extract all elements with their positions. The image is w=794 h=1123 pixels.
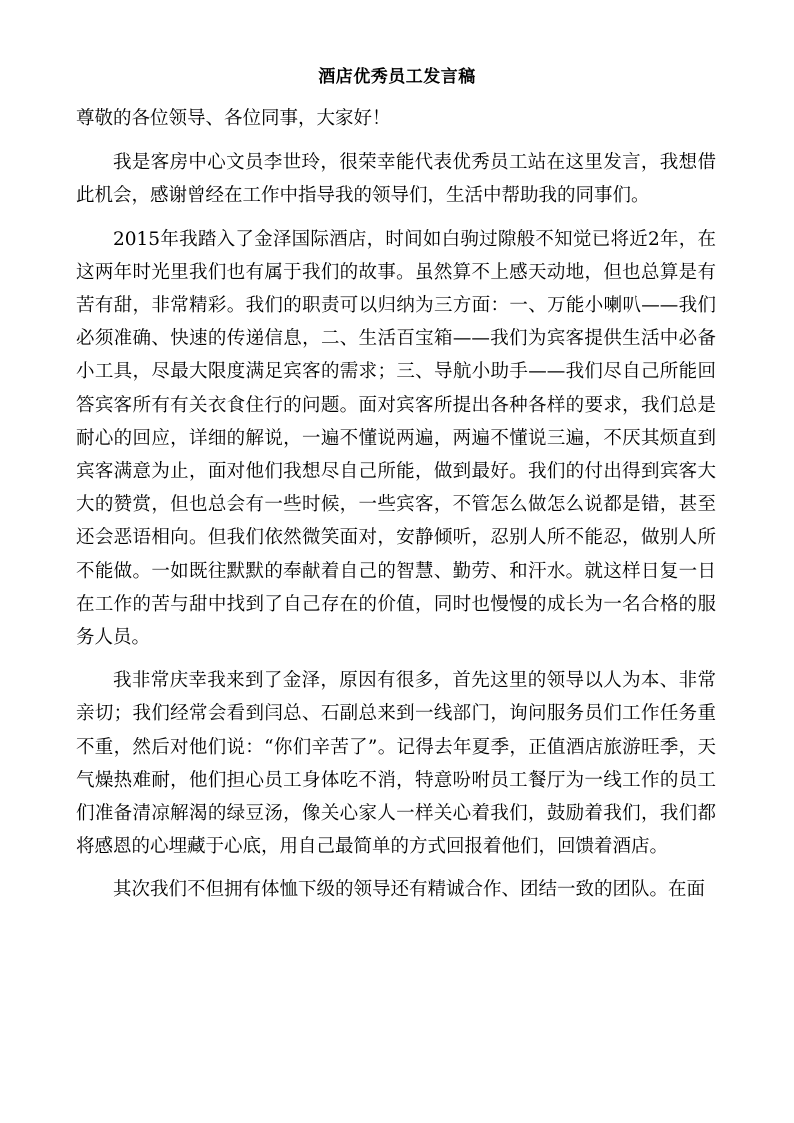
paragraph-intro: 我是客房中心文员李世玲，很荣幸能代表优秀员工站在这里发言，我想借此机会，感谢曾经在工作中指导我的领导们，生活中帮助我的同事们。 [76,152,716,207]
paragraph-responsibilities: 2015年我踏入了金泽国际酒店，时间如白驹过隙般不知觉已将近2年，在这两年时光里我们也有属于我们的故事。虽然算不上感天动地，但也总算是有苦有甜，非常精彩。我们的职责可以归纳为三方面：一、万能小喇叭——我们必须准确、快速的传递信息，二、生活百宝箱——我们为宾客提供生活中必备小工具，尽最大限度满足宾客的需求；三、导航小助手——我们尽自己所能回答宾客所有有关衣食住行的问题。面对宾客所提出各种各样的要求，我们总是耐心的回应，详细的解说，一遍不懂说两遍，两遍不懂说三遍，不厌其烦直到宾客满意为止，面对他们我想尽自己所能，做到最好。我们的付出得到宾客大大的赞赏，但也总会有一些时候，一些宾客，不管怎么做怎么说都是错，甚至还会恶语相向。但我们依然微笑面对，安静倾听，忍别人所不能忍，做别人所不能做。一如既往默默的奉献着自己的智慧、勤劳、和汗水。就这样日复一日在工作的苦与甜中找到了自己存在的价值，同时也慢慢的成长为一名合格的服务人员。 [76,228,716,649]
salutation: 尊敬的各位领导、各位同事，大家好！ [76,108,391,129]
paragraph-leadership: 我非常庆幸我来到了金泽，原因有很多，首先这里的领导以人为本、非常亲切；我们经常会看到闫总、石副总来到一线部门，询问服务员们工作任务重不重，然后对他们说：“你们辛苦了”。记得去年夏季，正值酒店旅游旺季，天气燥热难耐，他们担心员工身体吃不消，特意吩咐员工餐厅为一线工作的员工们准备清凉解渴的绿豆汤，像关心家人一样关心着我们，鼓励着我们，我们都将感恩的心埋藏于心底，用自己最简单的方式回报着他们，回馈着酒店。 [76,670,716,858]
document-title: 酒店优秀员工发言稿 [318,67,476,87]
paragraph-team: 其次我们不但拥有体恤下级的领导还有精诚合作、团结一致的团队。在面 [113,879,706,901]
document-body [76,102,716,917]
